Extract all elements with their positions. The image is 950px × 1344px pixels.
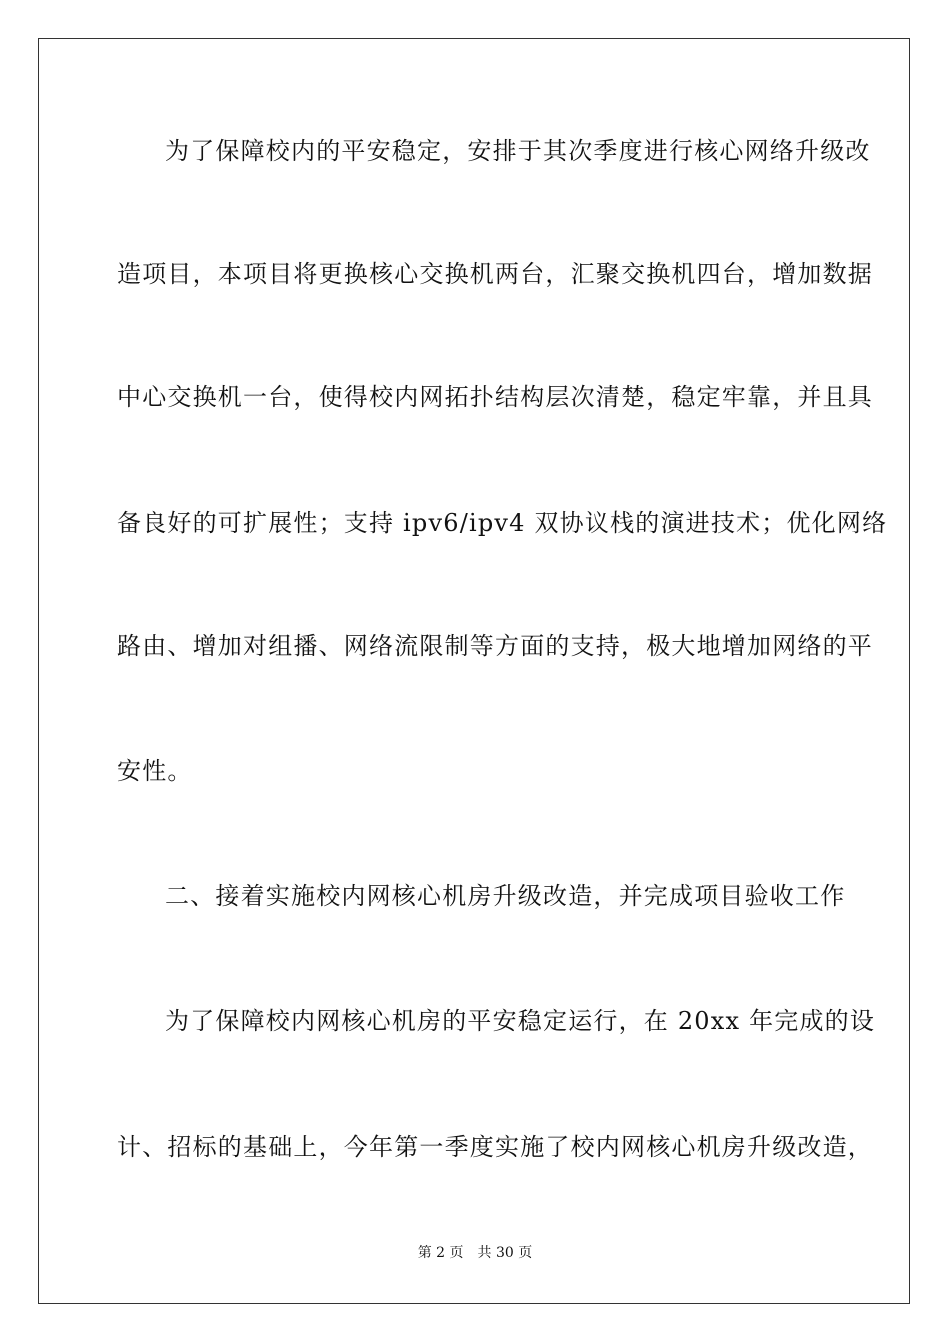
page-number: 第 2 页	[417, 1245, 464, 1261]
paragraph-2-line-1: 为了保障校内网核心机房的平安稳定运行，在 20xx 年完成的设	[165, 1007, 876, 1035]
paragraph-1-line-2: 造项目，本项目将更换核心交换机两台，汇聚交换机四台，增加数据	[117, 260, 873, 288]
page-total: 共 30 页	[477, 1245, 533, 1261]
paragraph-1-line-3: 中心交换机一台，使得校内网拓扑结构层次清楚，稳定牢靠，并且具	[117, 383, 873, 411]
paragraph-1-line-5: 路由、增加对组播、网络流限制等方面的支持，极大地增加网络的平	[117, 632, 873, 660]
paragraph-1-line-1: 为了保障校内的平安稳定，安排于其次季度进行核心网络升级改	[165, 137, 871, 165]
page-footer	[0, 1244, 950, 1262]
page-border	[38, 38, 910, 1304]
paragraph-1-line-6: 安性。	[117, 757, 193, 785]
paragraph-2-line-2: 计、招标的基础上，今年第一季度实施了校内网核心机房升级改造，	[117, 1133, 873, 1161]
section-heading: 二、接着实施校内网核心机房升级改造，并完成项目验收工作	[165, 882, 846, 910]
paragraph-1-line-4: 备良好的可扩展性；支持 ipv6/ipv4 双协议栈的演进技术；优化网络	[117, 509, 888, 537]
